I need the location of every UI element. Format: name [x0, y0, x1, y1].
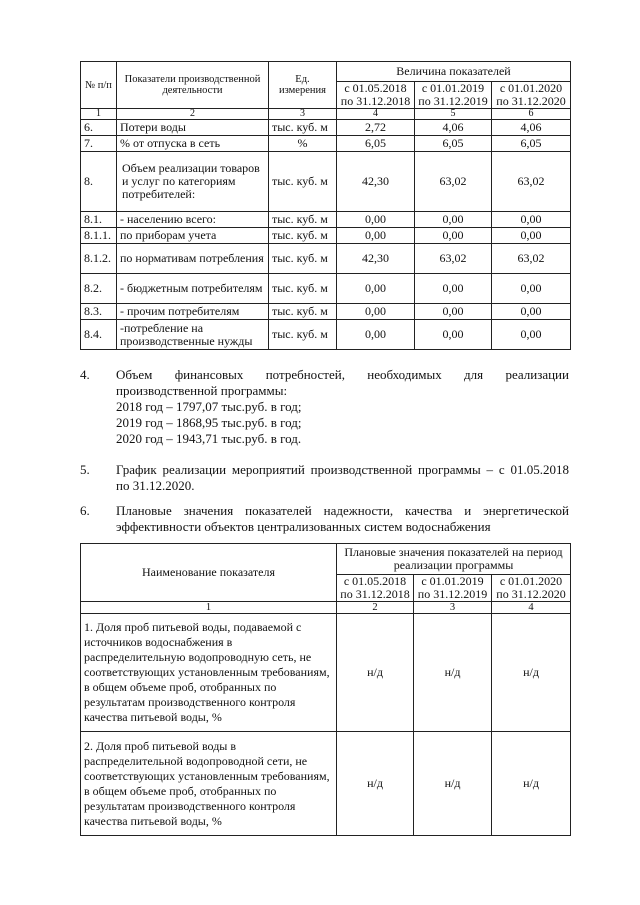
indicator-value: н/д [414, 732, 492, 836]
row-unit: тыс. куб. м [269, 228, 337, 244]
section-4-word: необходимых [367, 367, 442, 382]
production-indicators-table [80, 61, 571, 350]
row-num: 8.1. [81, 212, 117, 228]
header-value-group: Величина показателей [337, 62, 571, 82]
section-6-number: 6. [80, 503, 90, 518]
row-value: 0,00 [337, 228, 415, 244]
table-row [81, 320, 571, 350]
row-num: 8. [81, 152, 117, 212]
row-num: 8.2. [81, 274, 117, 304]
indicator-name: 1. Доля проб питьевой воды, подаваемой с источников водоснабжения в распределительную водопроводную сеть, не соответствующих установленным требованиям, в общем объеме проб, отобранных по результатам производственного контроля качества питьевой воды, % [81, 614, 337, 732]
indicator-value: н/д [492, 614, 571, 732]
indicator-name: 2. Доля проб питьевой воды в распределительной водопроводной сети, не соответствующих установленным требованиям, в общем объеме проб, отобранных по результатам производственного контроля качества питьевой воды, % [81, 732, 337, 836]
section-4-word: реализации [505, 367, 569, 382]
row-unit: % [269, 136, 337, 152]
header-indicators: Показатели производственной деятельности [117, 62, 269, 109]
table-row [81, 244, 571, 274]
row-value: 4,06 [492, 120, 571, 136]
table-row [81, 120, 571, 136]
col-number: 6 [492, 109, 571, 120]
section-4-first-line [116, 367, 569, 383]
row-unit: тыс. куб. м [269, 120, 337, 136]
row-value: 0,00 [337, 320, 415, 350]
section-5-number: 5. [80, 462, 90, 477]
header-period-3: с 01.01.2020 по 31.12.2020 [492, 82, 571, 109]
indicator-value: н/д [414, 614, 492, 732]
row-value: 0,00 [492, 320, 571, 350]
row-value: 6,05 [415, 136, 492, 152]
row-value: 0,00 [415, 274, 492, 304]
col-number: 3 [414, 602, 492, 614]
table-row [81, 136, 571, 152]
row-name: % от отпуска в сеть [117, 136, 269, 152]
reliability-indicators-table [80, 543, 571, 836]
row-value: 0,00 [492, 274, 571, 304]
header-period-3: с 01.01.2020 по 31.12.2020 [492, 575, 571, 602]
section-6-first-line: Плановые значения показателей надежности, качества и энергетической [116, 503, 569, 518]
indicator-value: н/д [337, 732, 414, 836]
row-value: 42,30 [337, 152, 415, 212]
row-name: по нормативам потребления [117, 244, 269, 274]
row-value: 0,00 [492, 212, 571, 228]
table-row [81, 212, 571, 228]
row-unit: тыс. куб. м [269, 152, 337, 212]
row-num: 7. [81, 136, 117, 152]
row-unit: тыс. куб. м [269, 274, 337, 304]
row-value: 0,00 [415, 228, 492, 244]
col-number: 2 [337, 602, 414, 614]
row-value: 63,02 [415, 152, 492, 212]
row-value: 0,00 [492, 304, 571, 320]
row-value: 0,00 [337, 304, 415, 320]
row-value: 0,00 [337, 274, 415, 304]
section-5-second-line: по 31.12.2020. [116, 478, 195, 493]
col-number: 1 [81, 109, 117, 120]
section-5-first-line: График реализации мероприятий производственной программы – с 01.05.2018 [116, 462, 569, 477]
header-unit: Ед. измерения [269, 62, 337, 109]
row-unit: тыс. куб. м [269, 212, 337, 228]
row-num: 6. [81, 120, 117, 136]
col-number: 4 [337, 109, 415, 120]
header-period-1: с 01.05.2018 по 31.12.2018 [337, 575, 414, 602]
table-row [81, 732, 571, 836]
row-value: 0,00 [492, 228, 571, 244]
table-row [81, 614, 571, 732]
header-period-2: с 01.01.2019 по 31.12.2019 [415, 82, 492, 109]
row-name: - бюджетным потребителям [117, 274, 269, 304]
row-unit: тыс. куб. м [269, 320, 337, 350]
row-value: 6,05 [337, 136, 415, 152]
header-indicator-name: Наименование показателя [81, 544, 337, 602]
col-number: 3 [269, 109, 337, 120]
section-6-second-line: эффективности объектов централизованных систем водоснабжения [116, 519, 491, 534]
row-name: Потери воды [117, 120, 269, 136]
row-value: 42,30 [337, 244, 415, 274]
header-period-1: с 01.05.2018 по 31.12.2018 [337, 82, 415, 109]
row-value: 6,05 [492, 136, 571, 152]
row-unit: тыс. куб. м [269, 304, 337, 320]
row-name: - населению всего: [117, 212, 269, 228]
indicator-value: н/д [337, 614, 414, 732]
indicator-value: н/д [492, 732, 571, 836]
row-unit: тыс. куб. м [269, 244, 337, 274]
row-name: -потребление на производственные нужды [117, 320, 269, 350]
row-num: 8.3. [81, 304, 117, 320]
table-row [81, 304, 571, 320]
table-row [81, 274, 571, 304]
row-value: 0,00 [337, 212, 415, 228]
row-value: 0,00 [415, 304, 492, 320]
row-name: - прочим потребителям [117, 304, 269, 320]
row-num: 8.1.1. [81, 228, 117, 244]
section-4-year-2018: 2018 год – 1797,07 тыс.руб. в год; [116, 399, 302, 414]
section-4-word: для [464, 367, 484, 382]
row-value: 4,06 [415, 120, 492, 136]
section-4-word: потребностей, [265, 367, 345, 382]
section-4-number: 4. [80, 367, 90, 382]
row-name: по приборам учета [117, 228, 269, 244]
section-4-word: Объем [116, 367, 153, 382]
section-4-year-2019: 2019 год – 1868,95 тыс.руб. в год; [116, 415, 302, 430]
table-row [81, 152, 571, 212]
section-4-second-line: производственной программы: [116, 383, 288, 398]
row-value: 0,00 [415, 212, 492, 228]
row-num: 8.1.2. [81, 244, 117, 274]
col-number: 4 [492, 602, 571, 614]
row-value: 63,02 [492, 152, 571, 212]
col-number: 1 [81, 602, 337, 614]
header-num: № п/п [81, 62, 117, 109]
row-name: Объем реализации товаров и услуг по категориям потребителей: [117, 152, 269, 212]
table-row [81, 228, 571, 244]
col-number: 2 [117, 109, 269, 120]
row-num: 8.4. [81, 320, 117, 350]
header-planned-values: Плановые значения показателей на период реализации программы [337, 544, 571, 575]
row-value: 63,02 [492, 244, 571, 274]
row-value: 63,02 [415, 244, 492, 274]
row-value: 0,00 [415, 320, 492, 350]
section-4-year-2020: 2020 год – 1943,71 тыс.руб. в год. [116, 431, 302, 446]
header-period-2: с 01.01.2019 по 31.12.2019 [414, 575, 492, 602]
row-value: 2,72 [337, 120, 415, 136]
col-number: 5 [415, 109, 492, 120]
section-4-word: финансовых [174, 367, 244, 382]
